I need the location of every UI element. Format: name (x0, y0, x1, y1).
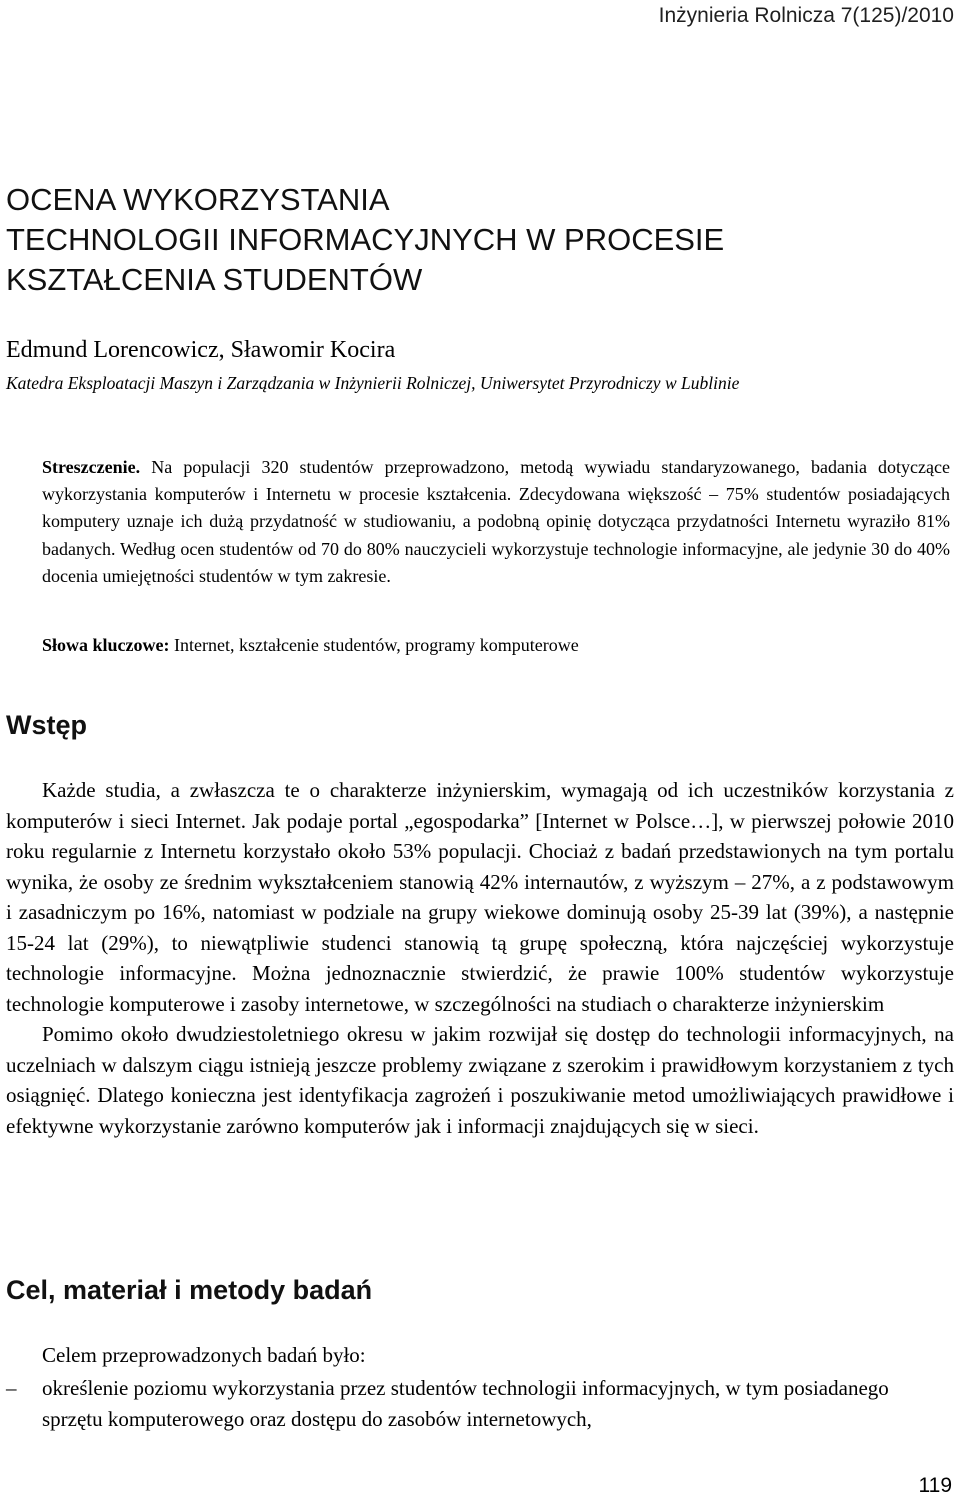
section-heading-intro: Wstęp (6, 710, 87, 740)
title-line-1: OCENA WYKORZYSTANIA (6, 182, 390, 217)
keywords (42, 635, 950, 656)
keywords-label: Słowa kluczowe: (42, 635, 170, 655)
section-body-intro (6, 775, 954, 1141)
authors: Edmund Lorencowicz, Sławomir Kocira (6, 337, 396, 363)
methods-intro: Celem przeprowadzonych badań było: (42, 1343, 366, 1367)
abstract-text: Na populacji 320 studentów przeprowadzono, metodą wywiadu standaryzowanego, badania dotyczące wykorzystania komputerów i Internetu w procesie kształcenia. Zdecydowana większość – 75% studentów posiadających komputery uznaje ich dużą przydatność w studiowaniu, a podobną opinię dotycząca przydatności Internetu wyraziło 81% badanych. Według ocen studentów od 70 do 80% nauczycieli wykorzystuje technologie informacyjne, ale jedynie 30 do 40% docenia umiejętności studentów w tym zakresie. (42, 457, 951, 586)
paragraph: Każde studia, a zwłaszcza te o charakterze inżynierskim, wymagają od ich uczestników korzystania z komputerów i sieci Internet. Jak podaje portal „egospodarka” [Internet w Polsce…], w pierwszej połowie 2010 roku regularnie z Internetu korzystało około 53% populacji. Chociaż z badań przedstawionych na tym portalu wynika, że osoby ze średnim wykształceniem stanowią 42% internautów, z wyższym – 27%, a z podstawowym i zasadniczym po 16%, natomiast w podziale na grupy wiekowe dominują osoby 25-39 lat (39%), a następnie 15-24 lat (29%), to niewątpliwie studenci stanowią tą grupę społeczną, która najczęściej wykorzystuje technologie informacyjne. Można jednoznacznie stwierdzić, że prawie 100% studentów wykorzystuje technologie komputerowe i zasoby internetowe, w szczególności na studiach o charakterze inżynierskim (6, 778, 954, 1016)
keywords-text: Internet, kształcenie studentów, programy komputerowe (174, 635, 579, 655)
page-number: 119 (918, 1474, 952, 1497)
affiliation: Katedra Eksploatacji Maszyn i Zarządzania w Inżynierii Rolniczej, Uniwersytet Przyrodniczy w Lublinie (6, 373, 740, 393)
title-line-3: KSZTAŁCENIA STUDENTÓW (6, 262, 423, 297)
paper-title (6, 180, 724, 300)
paragraph: Pomimo około dwudziestoletniego okresu w jakim rozwijał się dostęp do technologii informacyjnych, na uczelniach w dalszym ciągu istnieją jeszcze problemy związane z szerokim i prawidłowym korzystaniem z tych osiągnięć. Dlatego konieczna jest identyfikacja zagrożeń i poszukiwanie metod umożliwiających prawidłowe i efektywne wykorzystanie zarówno komputerów jak i informacji znajdujących się w sieci. (6, 1022, 954, 1138)
list-item-text: określenie poziomu wykorzystania przez studentów technologii informacyjnych, w tym posiadanego sprzętu komputerowego oraz dostępu do zasobów internetowych, (42, 1376, 889, 1431)
title-line-2: TECHNOLOGII INFORMACYJNYCH W PROCESIE (6, 222, 725, 257)
section-heading-methods: Cel, materiał i metody badań (6, 1275, 373, 1305)
list-dash: – (6, 1376, 17, 1400)
abstract (42, 454, 950, 590)
journal-header: Inżynieria Rolnicza 7(125)/2010 (658, 4, 954, 27)
list-item (6, 1373, 954, 1434)
abstract-label: Streszczenie. (42, 457, 141, 477)
